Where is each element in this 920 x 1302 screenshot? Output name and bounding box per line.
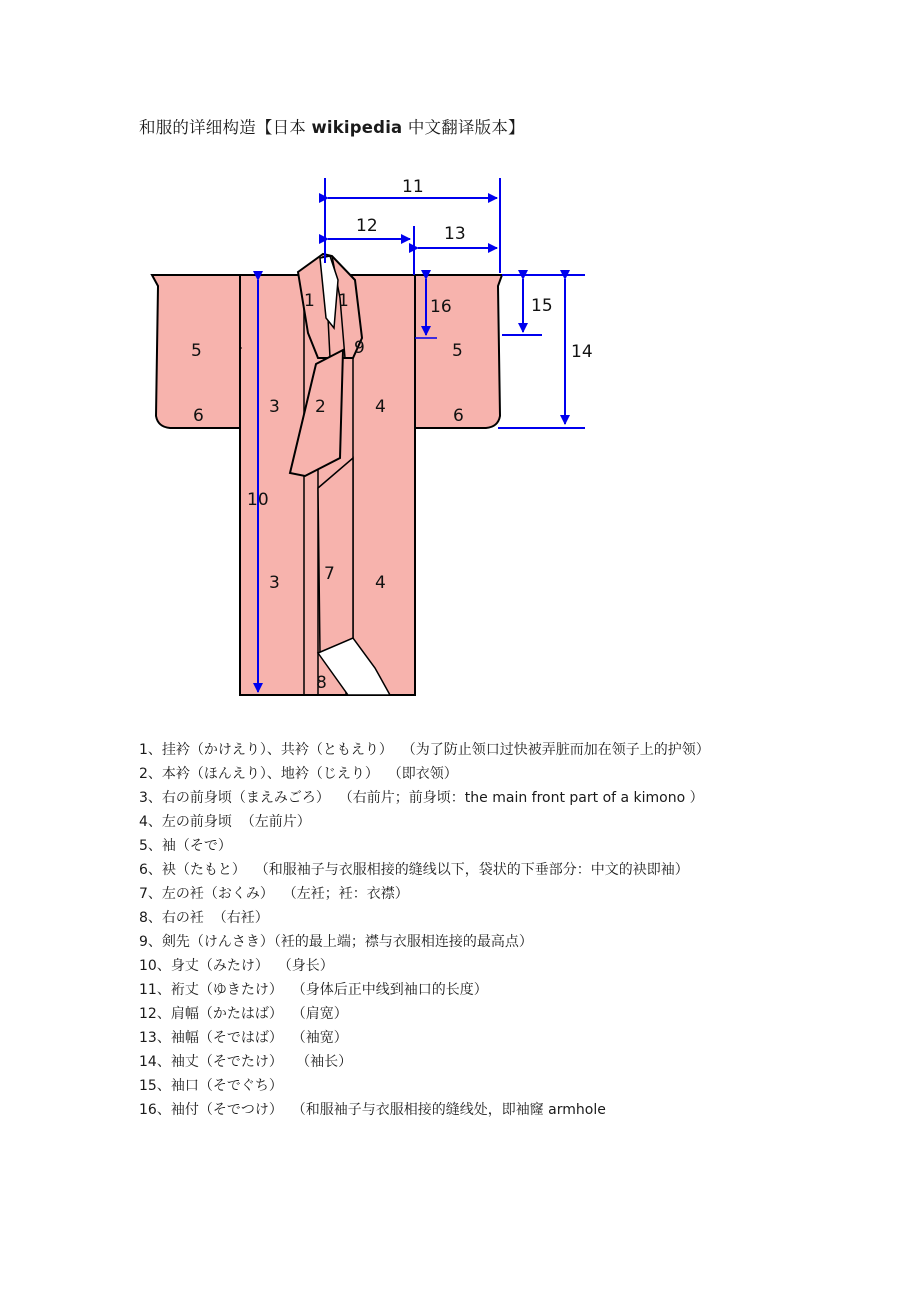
label-p2: 2 [315, 397, 326, 417]
list-item: 8、右の衽 （右衽） [139, 910, 269, 926]
title-en: wikipedia [311, 118, 403, 137]
list-item: 9、剣先（けんさき）（衽的最上端；襟与衣服相连接的最高点） [139, 934, 533, 950]
list-item: 1、挂衿（かけえり）、共衿（ともえり） （为了防止领口过快被弄脏而加在领子上的护领） [139, 742, 710, 758]
list-item: 15、袖口（そでぐち） [139, 1078, 283, 1094]
list-item: 6、袂（たもと） （和服袖子与衣服相接的缝线以下，袋状的下垂部分：中文的袂即袖） [139, 862, 689, 878]
label-p3b: 3 [269, 573, 280, 593]
label-p1b: 1 [338, 291, 349, 311]
label-p1a: 1 [304, 291, 315, 311]
label-m15: 15 [531, 296, 553, 316]
list-item: 4、左の前身顷 （左前片） [139, 814, 311, 830]
label-m10: 10 [247, 490, 269, 510]
label-p6b: 6 [453, 406, 464, 426]
kimono-svg [140, 168, 610, 708]
label-p5b: 5 [452, 341, 463, 361]
list-item: 14、袖丈（そでたけ） （袖长） [139, 1054, 353, 1070]
label-m13: 13 [444, 224, 466, 244]
label-p4a: 4 [375, 397, 386, 417]
list-item: 12、肩幅（かたはば） （肩宽） [139, 1006, 348, 1022]
list-item: 5、袖（そで） [139, 838, 232, 854]
label-m16: 16 [430, 297, 452, 317]
list-item: 2、本衿（ほんえり）、地衿（じえり） （即衣领） [139, 766, 458, 782]
title-cn2: 中文翻译版本】 [407, 118, 525, 137]
list-item: 16、袖付（そでつけ） （和服袖子与衣服相接的缝线处，即袖窿 armhole [139, 1102, 606, 1118]
label-p3a: 3 [269, 397, 280, 417]
label-m12: 12 [356, 216, 378, 236]
list-item: 3、右の前身顷（まえみごろ） （右前片；前身顷：the main front part of a kimono ） [139, 790, 704, 806]
label-p7: 7 [324, 564, 335, 584]
list-item: 13、袖幅（そではば） （袖宽） [139, 1030, 348, 1046]
label-p5a: 5 [191, 341, 202, 361]
okumi [318, 458, 353, 653]
label-p8: 8 [316, 673, 327, 693]
label-p6a: 6 [193, 406, 204, 426]
list-item: 10、身丈（みたけ） （身长） [139, 958, 334, 974]
list-item: 7、左の衽（おくみ） （左衽；衽：衣襟） [139, 886, 409, 902]
kimono-diagram [140, 168, 610, 708]
label-m14: 14 [571, 342, 593, 362]
list-item: 11、裄丈（ゆきたけ） （身体后正中线到袖口的长度） [139, 982, 488, 998]
page-title [139, 114, 525, 138]
label-p9: 9 [354, 338, 365, 358]
parts-list [139, 738, 789, 1122]
label-m11: 11 [402, 177, 424, 197]
title-cn: 和服的详细构造【日本 [139, 118, 306, 137]
label-p4b: 4 [375, 573, 386, 593]
